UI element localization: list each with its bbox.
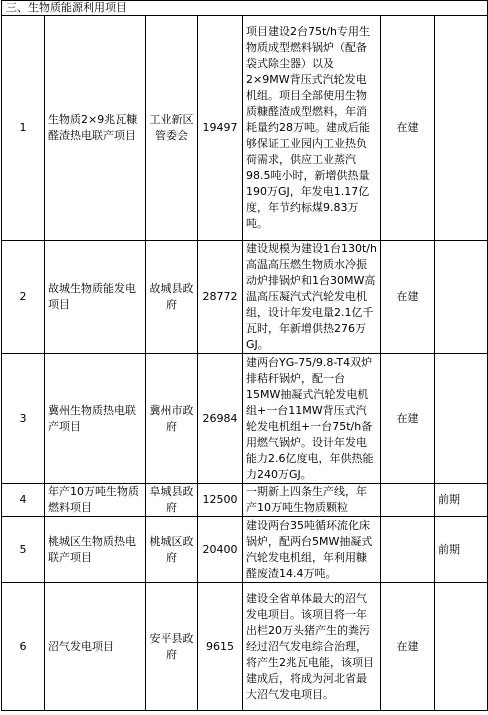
project-name: 年产10万吨生物质燃料项目	[45, 484, 146, 517]
section-header-row	[2, 1, 488, 16]
table-row	[2, 583, 488, 711]
project-owner: 阜城县政府	[146, 484, 198, 517]
project-name: 沼气发电项目	[45, 583, 146, 711]
project-owner: 桃城区政府	[146, 517, 198, 583]
project-status: 在建	[381, 16, 435, 241]
project-status	[381, 484, 435, 517]
project-status: 在建	[381, 583, 435, 711]
project-note	[435, 583, 488, 711]
row-index: 5	[2, 517, 45, 583]
project-owner: 工业新区管委会	[146, 16, 198, 241]
project-name: 生物质2×9兆瓦糠醛渣热电联产项目	[45, 16, 146, 241]
table-row	[2, 16, 488, 241]
project-note	[435, 241, 488, 354]
row-index: 6	[2, 583, 45, 711]
project-description: 项目建设2台75t/h专用生物质成型燃料锅炉（配备袋式除尘器）以及2×9MW背压式汽轮发电机组。项目全部使用生物质糠醛渣成型燃料，年消耗量约28万吨。建成后能够保证工业园内工业热负荷需求，供应工业蒸汽98.5吨小时，新增供热量190万GJ，年发电1.17亿度，年节约标煤9.83万吨。	[243, 16, 381, 241]
project-description: 建设两台35吨循环流化床锅炉，配两台5MW抽凝式汽轮发电机组，年利用糠醛废渣14.4万吨。	[243, 517, 381, 583]
project-description: 建设全省单体最大的沼气发电项目。该项目将一年出栏20万头猪产生的粪污经过沼气发电综合治理，将产生2兆瓦电能，该项目建成后，将成为河北省最大沼气发电项目。	[243, 583, 381, 711]
table-row	[2, 484, 488, 517]
project-name: 桃城区生物质热电联产项目	[45, 517, 146, 583]
project-status: 在建	[381, 354, 435, 484]
project-description: 建两台YG-75/9.8-T4双炉排秸秆锅炉，配一台15MW抽凝式汽轮发电机组+一台11MW背压式汽轮发电机组+一台75t/h备用燃气锅炉。设计年发电能力2.6亿度电，年供热能力240万GJ。	[243, 354, 381, 484]
project-owner: 故城县政府	[146, 241, 198, 354]
project-name: 冀州生物质热电联产项目	[45, 354, 146, 484]
project-note: 前期	[435, 517, 488, 583]
project-description: 建设规模为建设1台130t/h高温高压燃生物质水冷振动炉排锅炉和1台30MW高温高压凝汽式汽轮发电机组，设计年发电量2.1亿千瓦时，年新增供热276万GJ。	[243, 241, 381, 354]
project-note	[435, 16, 488, 241]
row-index: 4	[2, 484, 45, 517]
table-row	[2, 354, 488, 484]
section-title: 三、生物质能源利用项目	[2, 1, 488, 16]
investment-amount: 20400	[198, 517, 243, 583]
investment-amount: 9615	[198, 583, 243, 711]
project-owner: 安平县政府	[146, 583, 198, 711]
investment-amount: 28772	[198, 241, 243, 354]
row-index: 1	[2, 16, 45, 241]
project-note	[435, 354, 488, 484]
row-index: 3	[2, 354, 45, 484]
project-owner: 冀州市政府	[146, 354, 198, 484]
investment-amount: 12500	[198, 484, 243, 517]
project-name: 故城生物质能发电项目	[45, 241, 146, 354]
project-status	[381, 517, 435, 583]
table-row	[2, 517, 488, 583]
project-description: 一期新上四条生产线，年产10万吨生物质颗粒	[243, 484, 381, 517]
project-note: 前期	[435, 484, 488, 517]
investment-amount: 26984	[198, 354, 243, 484]
project-status: 在建	[381, 241, 435, 354]
investment-amount: 19497	[198, 16, 243, 241]
project-table	[1, 0, 488, 711]
row-index: 2	[2, 241, 45, 354]
table-row	[2, 241, 488, 354]
